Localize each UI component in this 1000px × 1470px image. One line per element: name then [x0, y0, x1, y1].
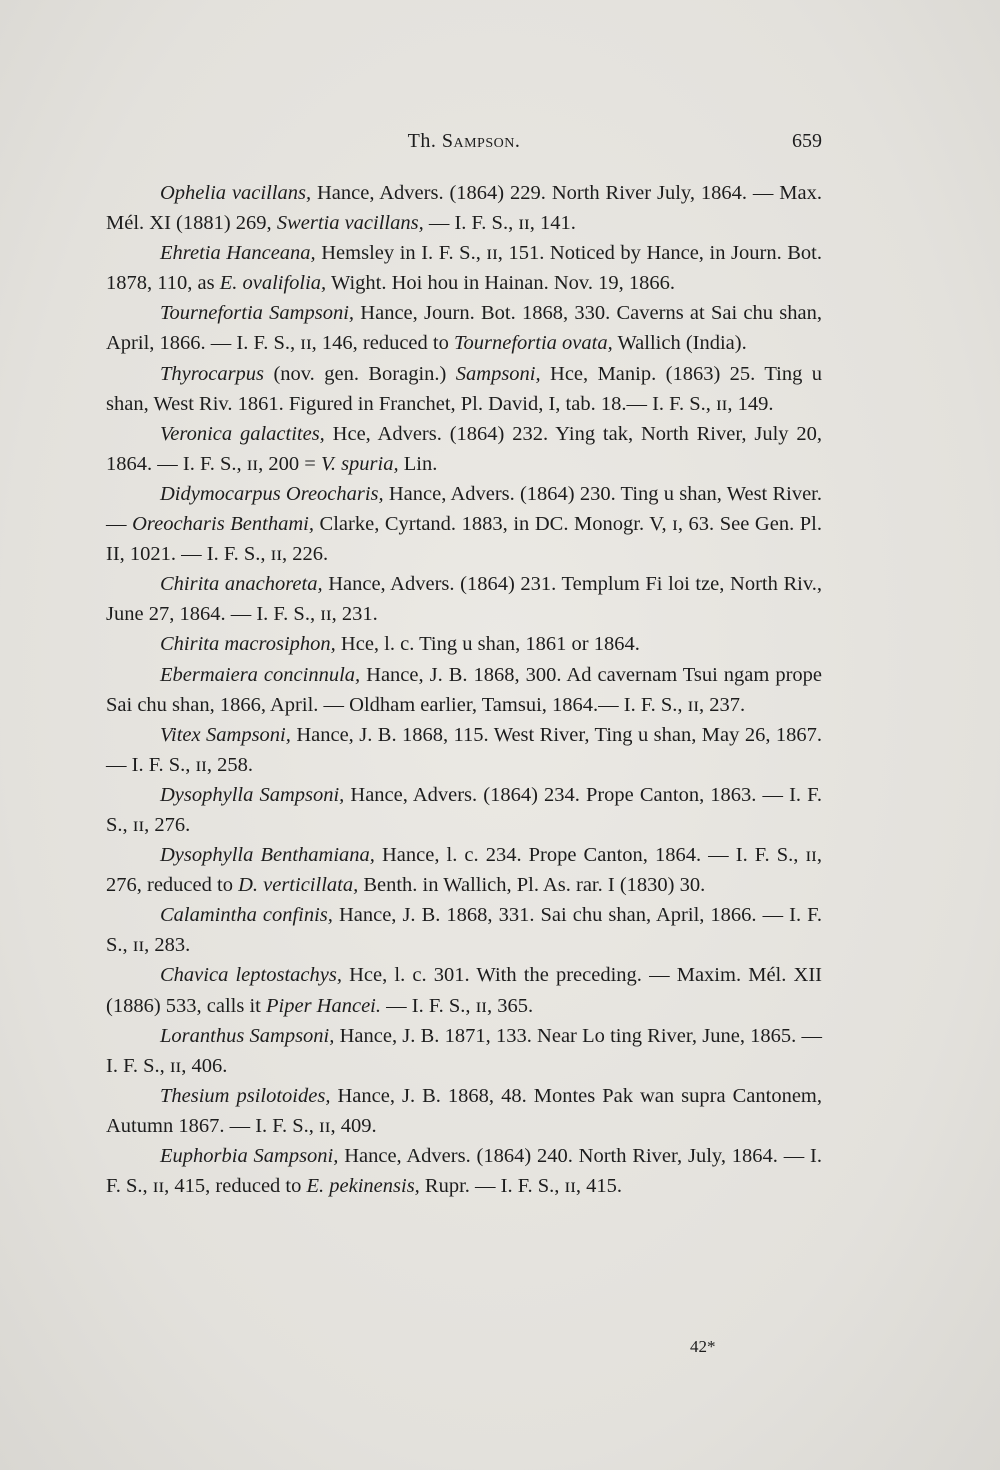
species-entry: [106, 780, 822, 840]
species-entry: [106, 238, 822, 298]
citation-text: — I. F. S., ɪɪ, 141.: [423, 212, 576, 235]
species-entry: [106, 720, 822, 780]
citation-text: Hance, J. B. 1868, 115. West River, Ting u shan, May 26, 1867. — I. F. S., ɪɪ, 258.: [106, 723, 822, 776]
species-entry: [106, 1141, 822, 1201]
species-list: [106, 178, 822, 1201]
species-entry: [106, 178, 822, 238]
species-entry: [106, 1081, 822, 1141]
species-entry: [106, 359, 822, 419]
citation-text: Hance, Advers. (1864) 231. Templum Fi loi tze, North Riv., June 27, 1864. — I. F. S., ɪɪ, 231.: [106, 573, 822, 626]
species-entry: [106, 629, 822, 659]
species-entry: [106, 298, 822, 358]
citation-text: Hance, l. c. 234. Prope Canton, 1864. — I. F. S., ɪɪ, 276, reduced to: [106, 844, 822, 897]
citation-text: Rupr. — I. F. S., ɪɪ, 415.: [419, 1175, 623, 1198]
citation-text: Hance, J. B. 1868, 48. Montes Pak wan supra Cantonem, Autumn 1867. — I. F. S., ɪɪ, 409.: [106, 1084, 822, 1137]
citation-text: — I. F. S., ɪɪ, 365.: [381, 994, 534, 1017]
taxon-name: Thesium psilotoides,: [160, 1084, 331, 1107]
page-number: 659: [792, 130, 822, 152]
taxon-name: Chavica leptostachys,: [160, 964, 342, 987]
taxon-name: Veronica galactites,: [160, 422, 325, 445]
author-name: Sampson.: [441, 130, 521, 152]
taxon-name: Vitex Sampsoni,: [160, 723, 291, 746]
taxon-name: Swertia vacillans,: [276, 212, 424, 235]
taxon-name: Oreocharis Benthami,: [132, 513, 314, 536]
citation-text: Lin.: [398, 452, 438, 475]
taxon-name: Ebermaiera concinnula,: [160, 663, 361, 686]
species-entry: [106, 1021, 822, 1081]
species-entry: [106, 569, 822, 629]
citation-text: Hemsley in I. F. S., ɪɪ, 151. Noticed by Hance, in Journ. Bot. 1878, 110, as: [106, 242, 823, 295]
taxon-name: E. pekinensis,: [306, 1175, 420, 1198]
taxon-name: Tournefortia ovata,: [453, 332, 613, 355]
taxon-name: Sampsoni,: [455, 362, 541, 385]
taxon-name: Euphorbia Sampsoni,: [160, 1145, 339, 1167]
taxon-name: Calamintha confinis,: [160, 904, 333, 927]
taxon-name: Loranthus Sampsoni,: [160, 1024, 335, 1047]
species-entry: [106, 960, 822, 1020]
species-entry: [106, 419, 822, 479]
citation-text: Hance, Advers. (1864) 240. North River, July, 1864. — I. F. S., ɪɪ, 415, reduced to: [106, 1145, 822, 1198]
citation-text: Hance, Advers. (1864) 229. North River July, 1864. — Max. Mél. XI (1881) 269,: [106, 182, 822, 235]
taxon-name: Ehretia Hanceana,: [160, 242, 316, 265]
taxon-name: Thyrocarpus: [160, 362, 265, 385]
citation-text: (nov. gen. Boragin.): [264, 362, 456, 385]
citation-text: Hance, J. B. 1871, 133. Near Lo ting River, June, 1865. — I. F. S., ɪɪ, 406.: [106, 1024, 823, 1077]
taxon-name: Piper Hancei.: [266, 994, 381, 1017]
citation-text: Hance, J. B. 1868, 300. Ad cavernam Tsui ngam prope Sai chu shan, 1866, April. — Oldham earlier, Tamsui, 1864.— I. F. S., ɪɪ, 237.: [106, 663, 823, 716]
taxon-name: Dysophylla Benthamiana,: [160, 844, 375, 867]
species-entry: [106, 479, 822, 569]
citation-text: Clarke, Cyrtand. 1883, in DC. Monogr. V, ɪ, 63. See Gen. Pl. II, 1021. — I. F. S., ɪɪ, 226.: [106, 513, 822, 566]
species-entry: [106, 660, 822, 720]
citation-text: Hance, Advers. (1864) 230. Ting u shan, West River. —: [106, 482, 823, 536]
author-initial: Th.: [407, 130, 442, 152]
citation-text: Hance, Journ. Bot. 1868, 330. Caverns at Sai chu shan, April, 1866. — I. F. S., ɪɪ, 146, reduced to: [106, 302, 822, 355]
citation-text: Benth. in Wallich, Pl. As. rar. I (1830) 30.: [358, 874, 706, 897]
taxon-name: Ophelia vacillans,: [160, 182, 312, 204]
taxon-name: E. ovalifolia,: [219, 272, 327, 295]
citation-text: Hance, Advers. (1864) 234. Prope Canton, 1863. — I. F. S., ɪɪ, 276.: [106, 783, 822, 836]
running-header: [106, 130, 822, 160]
taxon-name: Tournefortia Sampsoni,: [160, 302, 355, 325]
taxon-name: Chirita anachoreta,: [160, 573, 323, 596]
taxon-name: V. spuria,: [320, 452, 399, 475]
citation-text: Hce, l. c. Ting u shan, 1861 or 1864.: [335, 633, 640, 656]
species-entry: [106, 840, 822, 900]
running-title: [106, 130, 822, 153]
citation-text: Hce, l. c. 301. With the preceding. — Maxim. Mél. XII (1886) 533, calls it: [106, 964, 822, 1017]
taxon-name: Chirita macrosiphon,: [160, 633, 336, 656]
citation-text: Hance, J. B. 1868, 331. Sai chu shan, April, 1866. — I. F. S., ɪɪ, 283.: [106, 904, 823, 957]
taxon-name: D. verticillata,: [238, 874, 359, 897]
citation-text: Hce, Advers. (1864) 232. Ying tak, North River, July 20, 1864. — I. F. S., ɪɪ, 200 =: [106, 422, 823, 475]
taxon-name: Didymocarpus Oreocharis,: [160, 482, 384, 505]
taxon-name: Dysophylla Sampsoni,: [160, 783, 345, 806]
citation-text: Hce, Manip. (1863) 25. Ting u shan, West Riv. 1861. Figured in Franchet, Pl. David, I, tab. 18.— I. F. S., ɪɪ, 149.: [106, 362, 823, 415]
citation-text: Wallich (India).: [612, 332, 747, 355]
signature-mark: 42*: [690, 1337, 716, 1356]
citation-text: Wight. Hoi hou in Hainan. Nov. 19, 1866.: [326, 272, 675, 295]
species-entry: [106, 900, 822, 960]
